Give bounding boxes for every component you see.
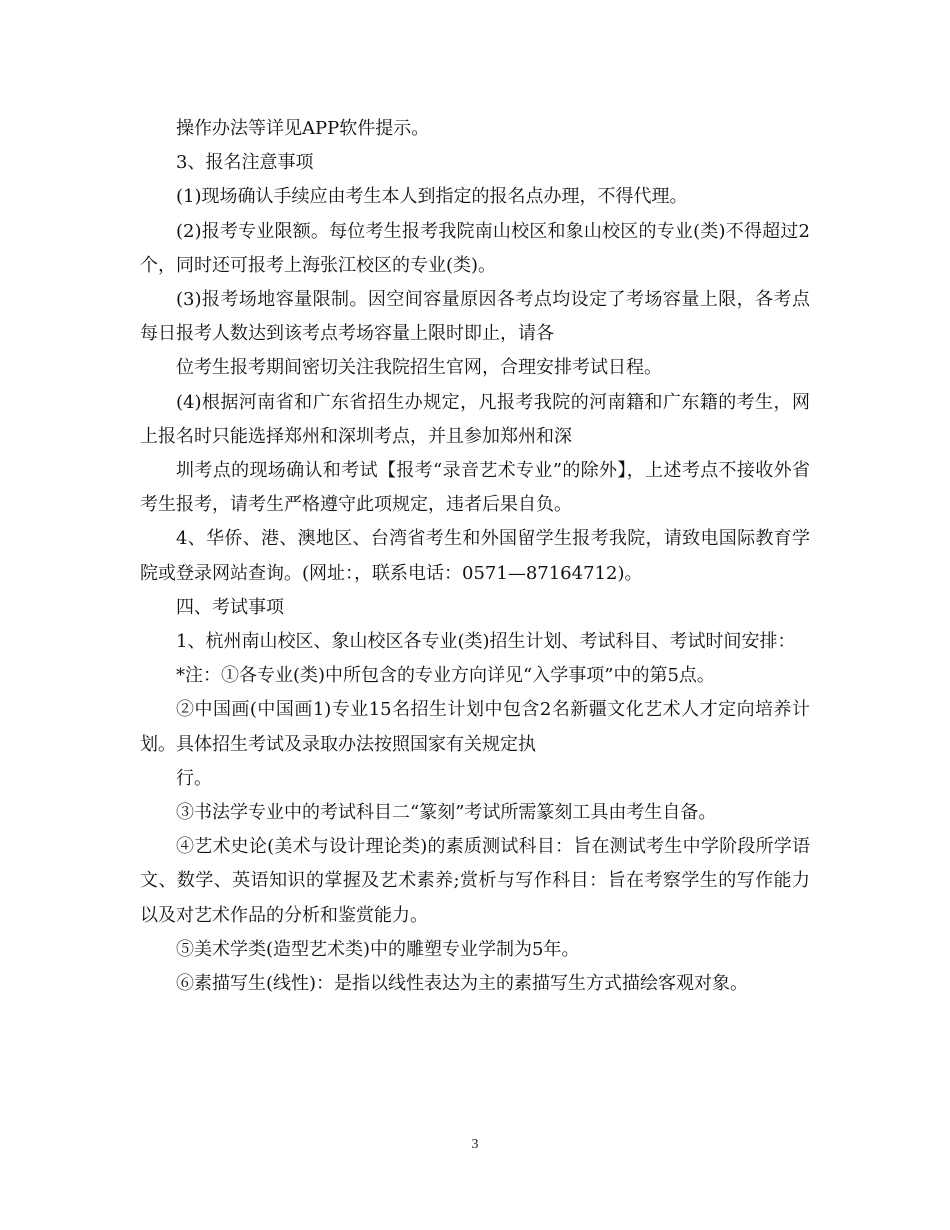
paragraph: 行。: [176, 767, 212, 789]
paragraph: (2)报考专业限额。每位考生报考我院南山校区和象山校区的专业(类)不得超过2个，同时还可报考上海张江校区的专业(类)。: [140, 220, 810, 276]
paragraph: (4)根据河南省和广东省招生办规定，凡报考我院的河南籍和广东籍的考生，网上报名时只能选择郑州和深圳考点，并且参加郑州和深: [140, 391, 810, 447]
paragraph: 3、报名注意事项: [176, 152, 314, 174]
paragraph: 圳考点的现场确认和考试【报考“录音艺术专业”的除外】，上述考点不接收外省考生报考，请考生严格遵守此项规定，违者后果自负。: [140, 460, 810, 516]
paragraph: (1)现场确认手续应由考生本人到指定的报名点办理，不得代理。: [176, 186, 688, 208]
paragraph: 四、考试事项: [176, 596, 284, 618]
paragraph: 4、华侨、港、澳地区、台湾省考生和外国留学生报考我院，请致电国际教育学院或登录网站查询。(网址：，联系电话：0571—87164712)。: [140, 528, 810, 584]
paragraph: *注：①各专业(类)中所包含的专业方向详见“入学事项”中的第5点。: [176, 665, 715, 687]
paragraph: ②中国画(中国画1)专业15名招生计划中包含2名新疆文化艺术人才定向培养计划。具体招生考试及录取办法按照国家有关规定执: [140, 699, 810, 755]
paragraph: ④艺术史论(美术与设计理论类)的素质测试科目：旨在测试考生中学阶段所学语文、数学、英语知识的掌握及艺术素养;赏析与写作科目：旨在考察学生的写作能力以及对艺术作品的分析和鉴赏能力。: [140, 836, 810, 926]
paragraph: (3)报考场地容量限制。因空间容量原因各考点均设定了考场容量上限，各考点每日报考人数达到该考点考场容量上限时即止，请各: [140, 289, 810, 345]
paragraph: ⑤美术学类(造型艺术类)中的雕塑专业学制为5年。: [176, 938, 580, 960]
paragraph: 1、杭州南山校区、象山校区各专业(类)招生计划、考试科目、考试时间安排：: [176, 631, 796, 653]
paragraph: 操作办法等详见APP软件提示。: [176, 118, 430, 139]
paragraph: ⑥素描写生(线性)：是指以线性表达为主的素描写生方式描绘客观对象。: [176, 973, 749, 995]
document-body: [140, 112, 810, 1001]
paragraph: ③书法学专业中的考试科目二“篆刻”考试所需篆刻工具由考生自备。: [176, 802, 717, 824]
page-number: 3: [471, 1137, 479, 1152]
paragraph: 位考生报考期间密切关注我院招生官网，合理安排考试日程。: [176, 357, 662, 379]
